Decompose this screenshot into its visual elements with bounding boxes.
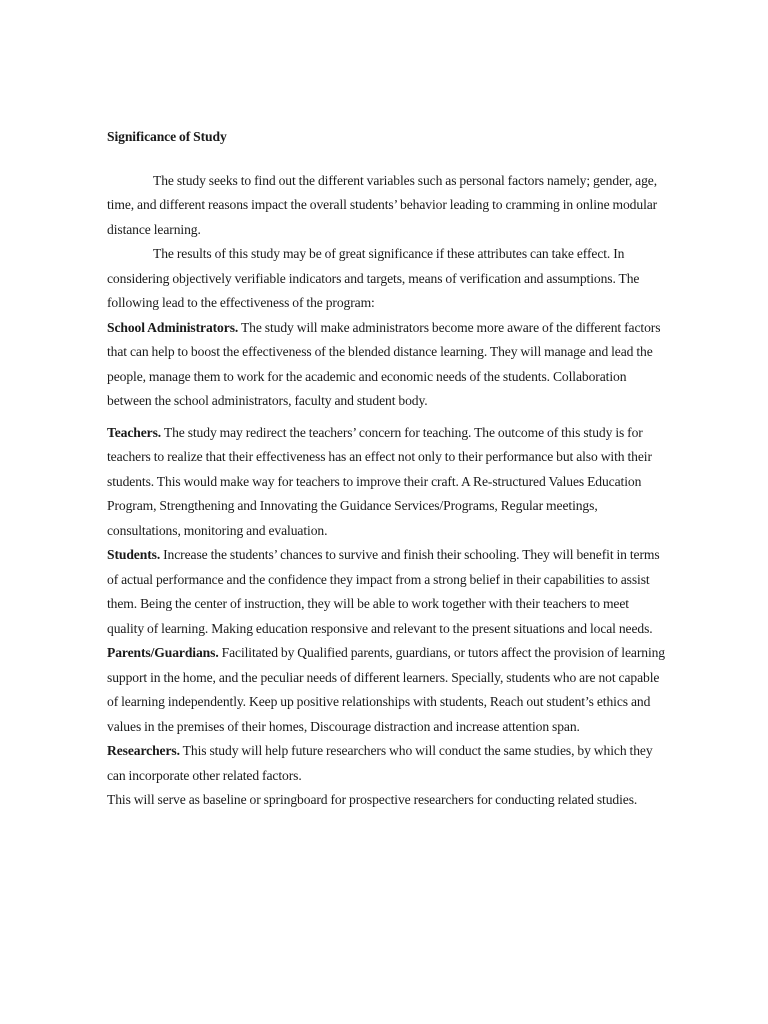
label-school-administrators: School Administrators.	[107, 319, 239, 335]
paragraph-teachers	[107, 421, 667, 544]
paragraph-students	[107, 543, 667, 641]
closing-paragraph: This will serve as baseline or springboard for prospective researchers for conducting related studies.	[107, 792, 638, 807]
intro-paragraph-2: The results of this study may be of great significance if these attributes can take effect. In considering objectively verifiable indicators and targets, means of verification and assumptions. The following lead to the effectiveness of the program:	[107, 246, 640, 310]
label-researchers: Researchers.	[107, 743, 180, 758]
paragraph-researchers	[107, 739, 667, 788]
document-body	[107, 125, 667, 813]
paragraph-school-administrators	[107, 316, 667, 414]
text-students: Increase the students’ chances to survive and finish their schooling. They will benefit in terms of actual performance and the confidence they impact from a strong belief in their capabilities to assist them. Being the center of instruction, they will be able to work together with their teachers to meet quality of learning. Making education responsive and relevant to the present situations and local needs.	[107, 547, 660, 636]
text-teachers: The study may redirect the teachers’ concern for teaching. The outcome of this study is for teachers to realize that their effectiveness has an effect not only to their performance but also with their students. This would make way for teachers to improve their craft. A Re-structured Values Education Program, Strengthening and Innovating the Guidance Services/Programs, Regular meetings, consultations, monitoring and evaluation.	[107, 424, 652, 538]
label-students: Students.	[107, 547, 161, 562]
section-heading: Significance of Study	[107, 129, 227, 144]
text-school-administrators: The study will make administrators become more aware of the different factors that can help to boost the effectiveness of the blended distance learning. They will manage and lead the people, manage them to work for the academic and economic needs of the students. Collaboration between the school administrators, faculty and student body.	[107, 319, 661, 408]
text-researchers: This study will help future researchers who will conduct the same studies, by which they can incorporate other related factors.	[107, 743, 653, 783]
text-parents-guardians: Facilitated by Qualified parents, guardians, or tutors affect the provision of learning support in the home, and the peculiar needs of different learners. Specially, students who are not capable of learning independently. Keep up positive relationships with students, Reach out student’s ethics and values in the premises of their homes, Discourage distraction and increase attention span.	[107, 645, 666, 734]
label-parents-guardians: Parents/Guardians.	[107, 645, 219, 660]
intro-paragraph-1: The study seeks to find out the different variables such as personal factors namely; gender, age, time, and different reasons impact the overall students’ behavior leading to cramming in online modular distance learning.	[107, 172, 658, 237]
label-teachers: Teachers.	[107, 424, 162, 440]
paragraph-parents-guardians	[107, 641, 667, 739]
